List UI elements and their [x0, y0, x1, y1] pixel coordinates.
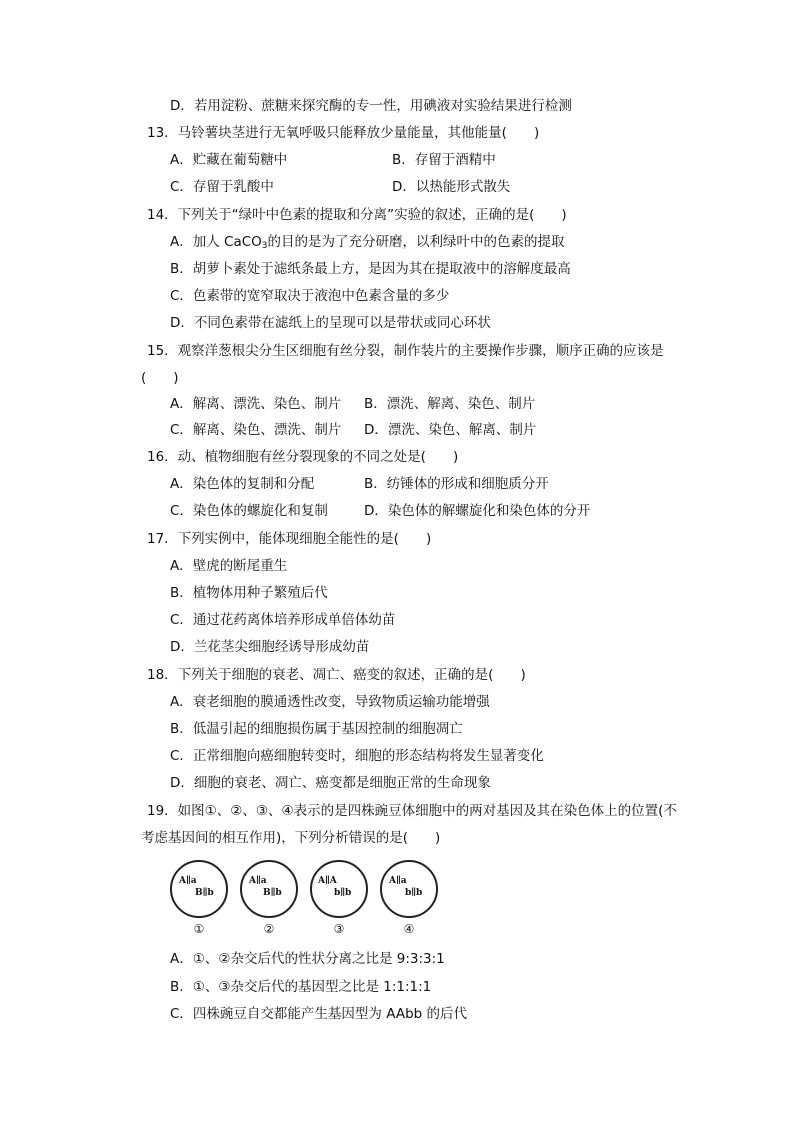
q15-stem-cont: ( ): [141, 370, 179, 386]
q17-option-b: B．植物体用种子繁殖后代: [170, 585, 328, 601]
cell-2-top-genes: A∥a: [249, 876, 267, 886]
q15-stem: 15．观察洋葱根尖分生区细胞有丝分裂，制作装片的主要操作步骤，顺序正确的应该是: [147, 343, 664, 359]
q14-option-c: C．色素带的宽窄取决于液泡中色素含量的多少: [170, 288, 450, 304]
cell-4-label: ④: [403, 922, 415, 936]
q15-option-a: A．解离、漂洗、染色、制片: [170, 396, 342, 412]
q18-option-a: A．衰老细胞的膜通透性改变，导致物质运输功能增强: [170, 694, 490, 710]
q16-option-a: A．染色体的复制和分配: [170, 476, 315, 492]
q18-stem: 18．下列关于细胞的衰老、凋亡、癌变的叙述，正确的是( ): [147, 667, 526, 683]
cell-3-label: ③: [333, 922, 345, 936]
q16-stem: 16．动、植物细胞有丝分裂现象的不同之处是( ): [147, 449, 459, 465]
q14-option-a-pre: A．加人 CaCO: [170, 234, 262, 250]
q13-option-d: D．以热能形式散失: [392, 179, 511, 195]
q19-option-c: C．四株豌豆自交都能产生基因型为 AAbb 的后代: [170, 1006, 467, 1022]
q16-option-b: B．纺锤体的形成和细胞质分开: [364, 476, 549, 492]
q14-option-a-post: 的目的是为了充分研磨，以利绿叶中的色素的提取: [267, 234, 565, 250]
cell-3-top-genes: A∥A: [318, 876, 337, 886]
q14-option-a-sub: 3: [261, 241, 268, 251]
cell-4-top-genes: A∥a: [389, 876, 407, 886]
q19-option-b: B．①、③杂交后代的基因型之比是 1:1:1:1: [170, 979, 432, 995]
q15-option-c: C．解离、染色、漂洗、制片: [170, 422, 342, 438]
cell-1-top-genes: A∥a: [179, 876, 197, 886]
cell-3-circle: [310, 860, 368, 918]
q14-option-b: B．胡萝卜素处于滤纸条最上方，是因为其在提取液中的溶解度最高: [170, 261, 571, 277]
cell-1-bottom-genes: B∥b: [195, 888, 214, 898]
q19-stem: 19．如图①、②、③、④表示的是四株豌豆体细胞中的两对基因及其在染色体上的位置(不: [147, 803, 677, 819]
cell-2-label: ②: [263, 922, 275, 936]
q14-option-a: [170, 233, 565, 251]
q17-option-d: D．兰花茎尖细胞经诱导形成幼苗: [170, 639, 370, 655]
cell-2-bottom-genes: B∥b: [263, 888, 282, 898]
q18-option-d: D．细胞的衰老、凋亡、癌变都是细胞正常的生命现象: [170, 775, 491, 791]
q13-option-a: A．贮藏在葡萄糖中: [170, 152, 288, 168]
q17-stem: 17．下列实例中，能体现细胞全能性的是( ): [147, 531, 432, 547]
q19-option-a: A．①、②杂交后代的性状分离之比是 9:3:3:1: [170, 951, 445, 967]
q14-option-d: D．不同色素带在滤纸上的呈现可以是带状或同心环状: [170, 315, 491, 331]
q16-option-d: D．染色体的解螺旋化和染色体的分开: [364, 503, 591, 519]
q17-option-c: C．通过花药离体培养形成单倍体幼苗: [170, 612, 396, 628]
cell-2-circle: [240, 860, 298, 918]
q16-option-c: C．染色体的螺旋化和复制: [170, 503, 328, 519]
q19-stem-cont: 考虑基因间的相互作用)，下列分析错误的是( ): [141, 830, 441, 846]
q12-option-d: D．若用淀粉、蔗糖来探究酶的专一性，用碘液对实验结果进行检测: [170, 98, 572, 114]
cell-4-circle: [380, 860, 438, 918]
cell-4-bottom-genes: b∥b: [405, 888, 423, 898]
q17-option-a: A．壁虎的断尾重生: [170, 558, 288, 574]
cell-3-bottom-genes: b∥b: [334, 888, 352, 898]
q18-option-b: B．低温引起的细胞损伤属于基因控制的细胞凋亡: [170, 721, 463, 737]
cell-1-label: ①: [193, 922, 205, 936]
q13-option-c: C．存留于乳酸中: [170, 179, 274, 195]
cell-1-circle: [170, 860, 228, 918]
chromosome-figure: [170, 856, 440, 940]
q15-option-b: B．漂洗、解离、染色、制片: [364, 396, 536, 412]
q15-option-d: D．漂洗、染色、解离、制片: [364, 422, 537, 438]
q18-option-c: C．正常细胞向癌细胞转变时，细胞的形态结构将发生显著变化: [170, 748, 544, 764]
q13-stem: 13．马铃薯块茎进行无氧呼吸只能释放少量能量，其他能量( ): [147, 125, 540, 141]
q14-stem: 14．下列关于“绿叶中色素的提取和分离”实验的叙述，正确的是( ): [147, 207, 567, 223]
q13-option-b: B．存留于酒精中: [392, 152, 496, 168]
